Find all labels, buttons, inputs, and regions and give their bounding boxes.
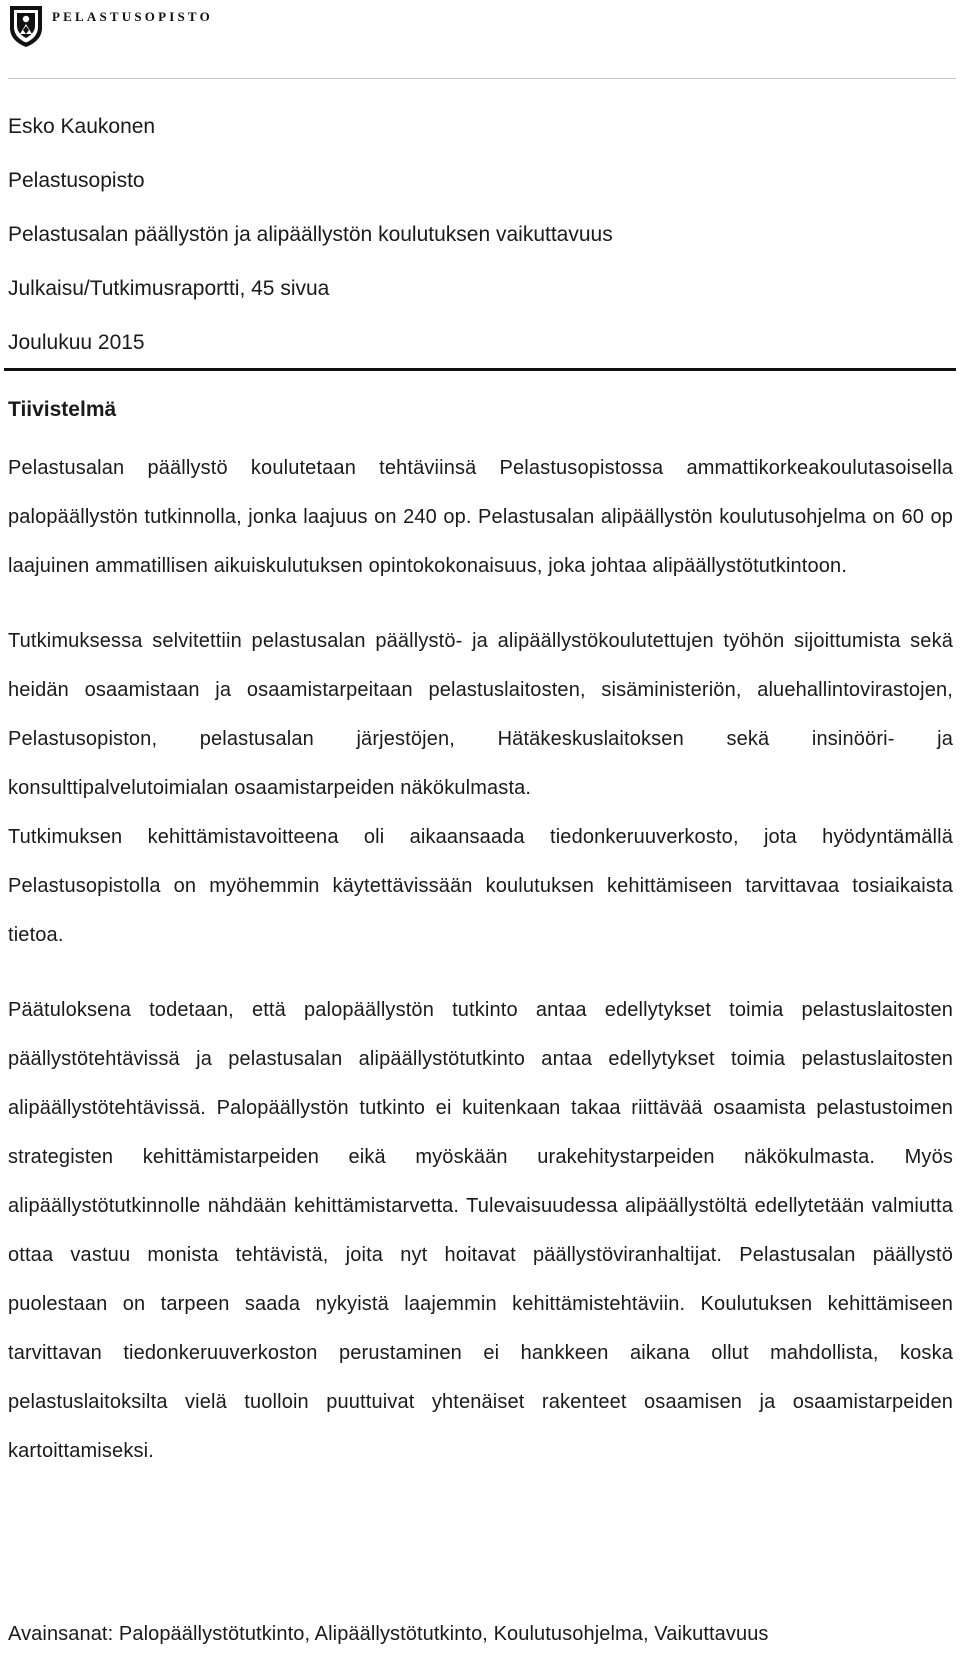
publication-title: Pelastusalan päällystön ja alipäällystön koulutuksen vaikuttavuus [8,223,613,246]
publication-metadata [8,100,948,370]
abstract-paragraph: Tutkimuksessa selvitettiin pelastusalan päällystö- ja alipäällystökoulutettujen työhön sijoittumista sekä heidän osaamistaan ja osaamistarpeitaan pelastuslaitosten, sisäministeriön, aluehallintovirastojen, Pelastusopiston, pelastusalan järjestöjen, Hätäkeskuslaitoksen sekä insinööri- ja konsulttipalvelutoimialan osaamistarpeiden näkökulmasta. [8,630,953,799]
author: Esko Kaukonen [8,115,156,138]
section-divider [4,368,956,371]
page-header [8,4,213,48]
abstract-paragraph: Pelastusalan päällystö koulutetaan tehtäviinsä Pelastusopistossa ammattikorkeakoulutasoisella palopäällystön tutkinnolla, jonka laajuus on 240 op. Pelastusalan alipäällystön koulutusohjelma on 60 op laajuinen ammatillisen aikuiskulutuksen opintokokonaisuus, joka johtaa alipäällystötutkintoon. [8,457,953,577]
publisher: Pelastusopisto [8,169,145,192]
header-divider [8,78,956,79]
publication-type: Julkaisu/Tutkimusraportti, 45 sivua [8,277,330,300]
publication-date: Joulukuu 2015 [8,331,145,354]
organization-logo-text: PELASTUSOPISTO [52,9,213,24]
crest-icon [8,4,44,48]
abstract-heading: Tiivistelmä [8,398,117,421]
abstract-body [8,444,953,1502]
abstract-paragraph: Tutkimuksen kehittämistavoitteena oli aikaansaada tiedonkeruuverkosto, jota hyödyntämällä Pelastusopistolla on myöhemmin käytettävissään koulutuksen kehittämiseen tarvittavaa tosiaikaista tietoa. [8,826,953,946]
keywords: Avainsanat: Palopäällystötutkinto, Alipäällystötutkinto, Koulutusohjelma, Vaikuttavuus [8,1623,769,1645]
abstract-paragraph: Päätuloksena todetaan, että palopäällystön tutkinto antaa edellytykset toimia pelastuslaitosten päällystötehtävissä ja pelastusalan alipäällystötutkinto antaa edellytykset toimia pelastuslaitosten alipäällystötehtävissä. Palopäällystön tutkinto ei kuitenkaan takaa riittävää osaamista pelastustoimen strategisten kehittämistarpeiden eikä myöskään urakehitystarpeiden näkökulmasta. Myös alipäällystötutkinnolle nähdään kehittämistarvetta. Tulevaisuudessa alipäällystöltä edellytetään valmiutta ottaa vastuu monista tehtävistä, joita nyt hoitavat päällystöviranhaltijat. Pelastusalan päällystö puolestaan on tarpeen saada nykyistä laajemmin kehittämistehtäviin. Koulutuksen kehittämiseen tarvittavan tiedonkeruuverkoston perustaminen ei hankkeen aikana ollut mahdollista, koska pelastuslaitoksilta vielä tuolloin puuttuivat yhtenäiset rakenteet osaamisen ja osaamistarpeiden kartoittamiseksi. [8,999,953,1462]
